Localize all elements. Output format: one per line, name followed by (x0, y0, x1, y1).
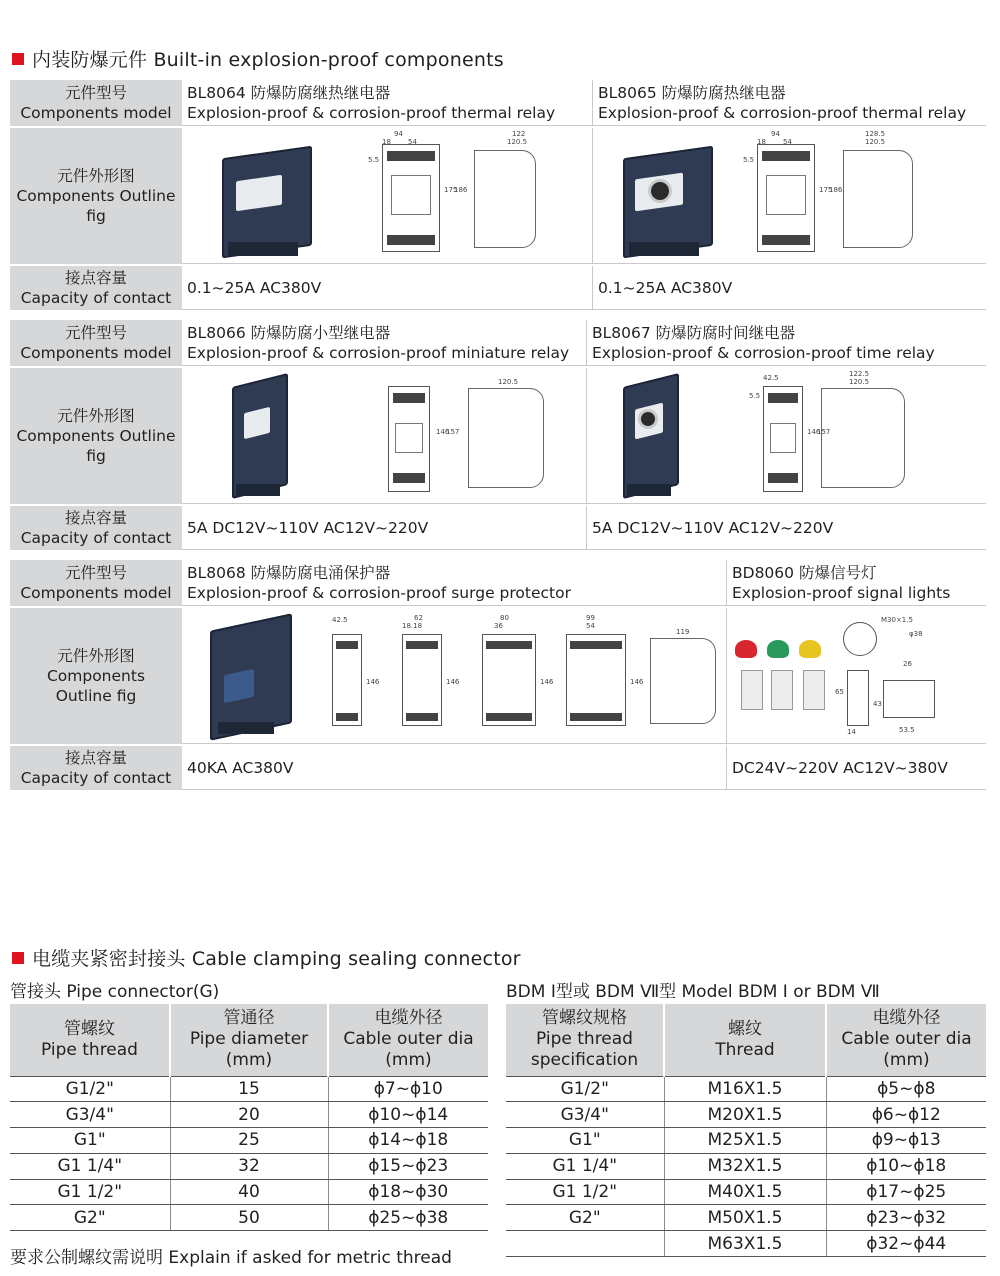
table-row (506, 1179, 986, 1205)
bl8067-model-cell (586, 320, 986, 366)
table-cell: G1" (10, 1128, 170, 1154)
capacity-row (10, 264, 986, 310)
table-row (10, 1102, 488, 1128)
table-cell: 50 (170, 1205, 328, 1231)
capacity-row (10, 504, 986, 550)
bl8068-side-drawing (650, 638, 716, 724)
bl8065-capacity: 0.1~25A AC380V (592, 266, 986, 310)
model-label: 元件型号 Components model (10, 80, 182, 126)
bl8064-title: BL8064 防爆防腐继热继电器 (187, 83, 391, 102)
bl8066-outline-figure: 146 157 120.5 (182, 368, 586, 504)
table-cell: G1 1/2" (10, 1179, 170, 1205)
bd8060-side-drawing (847, 670, 869, 726)
red-square-icon (12, 53, 24, 65)
bd8060-top-view-drawing (843, 622, 877, 656)
bl8067-desc: Explosion-proof & corrosion-proof time relay (592, 343, 935, 362)
model-row (10, 318, 986, 366)
bl8064-desc: Explosion-proof & corrosion-proof thermal relay (187, 103, 556, 122)
table-cell: M40X1.5 (664, 1179, 826, 1205)
table-cell: ϕ18~ϕ30 (328, 1179, 488, 1205)
table-cell (506, 1231, 664, 1257)
bl8067-outline-figure: 42.5 5.5 146 157 122.5 120.5 (586, 368, 986, 504)
section-title-components (12, 45, 504, 72)
header-cable-dia: 电缆外径 Cable outer dia (mm) (826, 1004, 986, 1076)
bdm-connector-table (506, 1004, 986, 1257)
bl8067-title: BL8067 防爆防腐时间继电器 (592, 323, 796, 342)
table-row (506, 1231, 986, 1257)
table-row (10, 1128, 488, 1154)
bl8068-title: BL8068 防爆防腐电涌保护器 (187, 563, 391, 582)
bl8064-front-drawing (382, 144, 440, 252)
table-cell: M50X1.5 (664, 1205, 826, 1231)
table-row (10, 1179, 488, 1205)
bl8066-front-drawing (388, 386, 430, 492)
table-cell: G1 1/2" (506, 1179, 664, 1205)
table-row (10, 1153, 488, 1179)
table-cell: 32 (170, 1153, 328, 1179)
table-cell: G3/4" (506, 1102, 664, 1128)
metric-thread-note: 要求公制螺纹需说明 Explain if asked for metric thread (10, 1248, 452, 1268)
table-cell: ϕ15~ϕ23 (328, 1153, 488, 1179)
section-title-text: 电缆夹紧密封接头 Cable clamping sealing connector (32, 948, 521, 970)
bl8064-capacity: 0.1~25A AC380V (182, 266, 592, 310)
bl8064-side-drawing (474, 150, 536, 248)
table-cell: ϕ17~ϕ25 (826, 1179, 986, 1205)
bl8066-capacity: 5A DC12V~110V AC12V~220V (182, 506, 586, 550)
table-row (506, 1153, 986, 1179)
table-cell: 25 (170, 1128, 328, 1154)
table-cell: ϕ25~ϕ38 (328, 1205, 488, 1231)
bl8066-title: BL8066 防爆防腐小型继电器 (187, 323, 391, 342)
header-pipe-thread: 管螺纹 Pipe thread (10, 1004, 170, 1076)
bl8067-side-drawing (821, 388, 905, 488)
table-cell: 40 (170, 1179, 328, 1205)
bl8068-outline-figure: 42.5 146 62 18.18 146 80 36 146 99 54 146 119 (182, 608, 726, 744)
capacity-label: 接点容量 Capacity of contact (10, 746, 182, 790)
bl8065-desc: Explosion-proof & corrosion-proof thermal relay (598, 103, 967, 122)
outline-label: 元件外形图 Components Outline fig (10, 368, 182, 504)
table-row (506, 1205, 986, 1231)
section-title-cable (12, 944, 521, 971)
table-cell: ϕ23~ϕ32 (826, 1205, 986, 1231)
table-cell: ϕ7~ϕ10 (328, 1076, 488, 1102)
outline-label: 元件外形图 Components Outline fig (10, 128, 182, 264)
table-cell: ϕ14~ϕ18 (328, 1128, 488, 1154)
model-label: 元件型号 Components model (10, 320, 182, 366)
table-cell: G1/2" (506, 1076, 664, 1102)
table-cell: M25X1.5 (664, 1128, 826, 1154)
red-square-icon (12, 952, 24, 964)
table-cell: G1 1/4" (506, 1153, 664, 1179)
model-row (10, 78, 986, 126)
green-lamp-icon (767, 640, 789, 658)
bl8064-model-cell (182, 80, 592, 126)
bl8068-drawing-2 (402, 634, 442, 726)
table-cell: G1" (506, 1128, 664, 1154)
bl8066-model-cell (182, 320, 586, 366)
table-cell: ϕ5~ϕ8 (826, 1076, 986, 1102)
table-cell: G1/2" (10, 1076, 170, 1102)
component-block-2 (10, 318, 986, 550)
section-title-text: 内装防爆元件 Built-in explosion-proof components (32, 49, 504, 71)
table-cell: ϕ9~ϕ13 (826, 1128, 986, 1154)
pipe-connector-table (10, 1004, 488, 1231)
bd8060-outline-figure: M30×1.5 φ38 65 14 26 43 53.5 (726, 608, 986, 744)
table-row (506, 1076, 986, 1102)
outline-row (10, 126, 986, 264)
bl8065-outline-figure: 94 54 18 5.5 175 186 128.5 120.5 (592, 128, 986, 264)
table-cell: G1 1/4" (10, 1153, 170, 1179)
bd8060-base-drawing (883, 680, 935, 718)
bl8064-outline-figure: 94 54 18 5.5 175 186 122 120.5 (182, 128, 592, 264)
table-cell: G2" (506, 1205, 664, 1231)
capacity-row (10, 744, 986, 790)
model-row (10, 558, 986, 606)
bl8065-title: BL8065 防爆防腐热继电器 (598, 83, 786, 102)
bd8060-desc: Explosion-proof signal lights (732, 583, 951, 602)
outline-row (10, 366, 986, 504)
table-cell: ϕ6~ϕ12 (826, 1102, 986, 1128)
table-row (10, 1205, 488, 1231)
bl8068-drawing-4 (566, 634, 626, 726)
bl8068-capacity: 40KA AC380V (182, 746, 726, 790)
header-thread-spec: 管螺纹规格 Pipe thread specification (506, 1004, 664, 1076)
model-label: 元件型号 Components model (10, 560, 182, 606)
component-block-1 (10, 78, 986, 310)
bd8060-title: BD8060 防爆信号灯 (732, 563, 877, 582)
bl8068-drawing-3 (482, 634, 536, 726)
header-thread: 螺纹 Thread (664, 1004, 826, 1076)
bl8066-side-drawing (468, 388, 544, 488)
outline-label: 元件外形图 Components Outline fig (10, 608, 182, 744)
bl8065-front-drawing (757, 144, 815, 252)
bl8066-desc: Explosion-proof & corrosion-proof miniature relay (187, 343, 570, 362)
bl8065-model-cell (592, 80, 986, 126)
header-cable-dia: 电缆外径 Cable outer dia (mm) (328, 1004, 488, 1076)
capacity-label: 接点容量 Capacity of contact (10, 506, 182, 550)
table-header-row (10, 1004, 488, 1076)
table-cell: G2" (10, 1205, 170, 1231)
bl8068-model-cell (182, 560, 726, 606)
bl8067-capacity: 5A DC12V~110V AC12V~220V (586, 506, 986, 550)
outline-row (10, 606, 986, 744)
table-cell: ϕ10~ϕ14 (328, 1102, 488, 1128)
table-cell: 15 (170, 1076, 328, 1102)
table-row (506, 1128, 986, 1154)
table-cell: M32X1.5 (664, 1153, 826, 1179)
red-lamp-icon (735, 640, 757, 658)
capacity-label: 接点容量 Capacity of contact (10, 266, 182, 310)
bdm-table-caption: BDM Ⅰ型或 BDM Ⅶ型 Model BDM Ⅰ or BDM Ⅶ (506, 982, 880, 1002)
bl8065-side-drawing (843, 150, 913, 248)
pipe-table-caption: 管接头 Pipe connector(G) (10, 982, 220, 1002)
table-row (506, 1102, 986, 1128)
bd8060-model-cell (726, 560, 986, 606)
header-pipe-diameter: 管通径 Pipe diameter (mm) (170, 1004, 328, 1076)
bl8068-drawing-1 (332, 634, 362, 726)
table-header-row (506, 1004, 986, 1076)
table-cell: G3/4" (10, 1102, 170, 1128)
component-block-3 (10, 558, 986, 790)
table-cell: 20 (170, 1102, 328, 1128)
yellow-lamp-icon (799, 640, 821, 658)
table-cell: M16X1.5 (664, 1076, 826, 1102)
table-cell: M20X1.5 (664, 1102, 826, 1128)
table-cell: ϕ10~ϕ18 (826, 1153, 986, 1179)
bl8067-front-drawing (763, 386, 803, 492)
bd8060-capacity: DC24V~220V AC12V~380V (726, 746, 986, 790)
table-cell: ϕ32~ϕ44 (826, 1231, 986, 1257)
table-row (10, 1076, 488, 1102)
table-cell: M63X1.5 (664, 1231, 826, 1257)
bl8068-desc: Explosion-proof & corrosion-proof surge protector (187, 583, 571, 602)
